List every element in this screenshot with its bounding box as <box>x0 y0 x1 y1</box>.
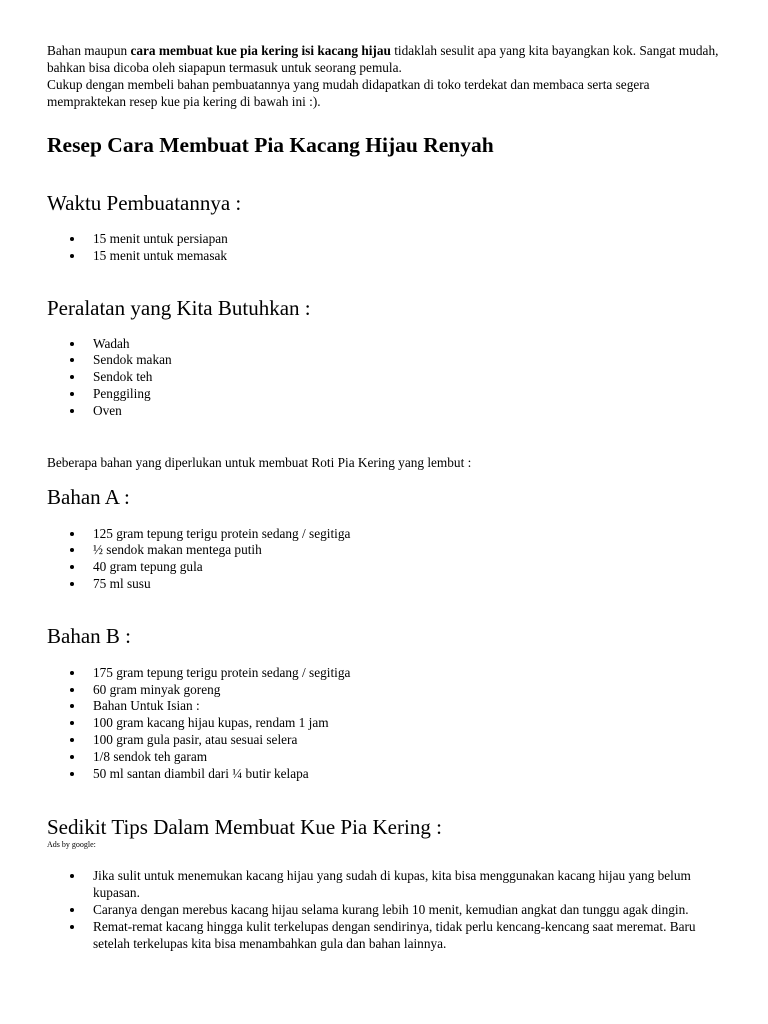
list-item: Penggiling <box>47 386 719 403</box>
peralatan-list <box>47 336 719 420</box>
bahan-intro-text: Beberapa bahan yang diperlukan untuk membuat Roti Pia Kering yang lembut : <box>47 454 472 470</box>
recipe-title: Resep Cara Membuat Pia Kacang Hijau Renyah <box>47 133 494 157</box>
bahan-a-heading: Bahan A : <box>47 484 130 509</box>
bahan-b-heading: Bahan B : <box>47 623 131 648</box>
intro-line-1 <box>47 42 719 76</box>
list-item: Wadah <box>47 336 719 353</box>
waktu-list <box>47 231 719 265</box>
list-item: Sendok teh <box>47 369 719 386</box>
list-item: 125 gram tepung terigu protein sedang / segitiga <box>47 526 719 543</box>
list-item: Sendok makan <box>47 352 719 369</box>
list-item: 40 gram tepung gula <box>47 559 719 576</box>
list-item: 60 gram minyak goreng <box>47 682 719 699</box>
list-item: 1/8 sendok teh garam <box>47 749 719 766</box>
intro-paragraph <box>47 42 719 110</box>
list-item: 50 ml santan diambil dari ¼ butir kelapa <box>47 766 719 783</box>
tips-list <box>47 868 719 952</box>
list-item: 75 ml susu <box>47 576 719 593</box>
peralatan-heading: Peralatan yang Kita Butuhkan : <box>47 295 311 320</box>
ads-by-google-label: Ads by google: <box>47 840 96 850</box>
list-item: Oven <box>47 403 719 420</box>
list-item: 15 menit untuk memasak <box>47 248 719 265</box>
intro-bold-keyword: cara membuat kue pia kering isi kacang hijau <box>130 43 391 58</box>
list-item: Jika sulit untuk menemukan kacang hijau yang sudah di kupas, kita bisa menggunakan kacang hijau yang belum kupasan. <box>47 868 719 902</box>
list-item: Caranya dengan merebus kacang hijau selama kurang lebih 10 menit, kemudian angkat dan tunggu agak dingin. <box>47 902 719 919</box>
list-item: 100 gram kacang hijau kupas, rendam 1 jam <box>47 715 719 732</box>
intro-text-pre: Bahan maupun <box>47 43 131 58</box>
intro-line-2: Cukup dengan membeli bahan pembuatannya yang mudah didapatkan di toko terdekat dan membaca serta segera mempraktekan resep kue pia kering di bawah ini :). <box>47 77 650 109</box>
waktu-heading: Waktu Pembuatannya : <box>47 191 242 215</box>
list-item: Bahan Untuk Isian : <box>47 698 719 715</box>
list-item: ½ sendok makan mentega putih <box>47 542 719 559</box>
list-item: Remat-remat kacang hingga kulit terkelupas dengan sendirinya, tidak perlu kencang-kencang saat meremat. Baru setelah terkelupas kita bisa menambahkan gula dan bahan lainnya. <box>47 919 719 953</box>
list-item: 175 gram tepung terigu protein sedang / segitiga <box>47 665 719 682</box>
document-page <box>47 42 719 952</box>
bahan-a-list <box>47 526 719 593</box>
tips-heading: Sedikit Tips Dalam Membuat Kue Pia Kering : <box>47 815 442 840</box>
list-item: 100 gram gula pasir, atau sesuai selera <box>47 732 719 749</box>
list-item: 15 menit untuk persiapan <box>47 231 719 248</box>
intro-text-post: tidaklah sesulit apa yang kita bayangkan kok. Sangat mudah, bahkan bisa dicoba oleh siapapun termasuk untuk seorang pemula. <box>47 43 719 75</box>
bahan-b-list <box>47 665 719 783</box>
